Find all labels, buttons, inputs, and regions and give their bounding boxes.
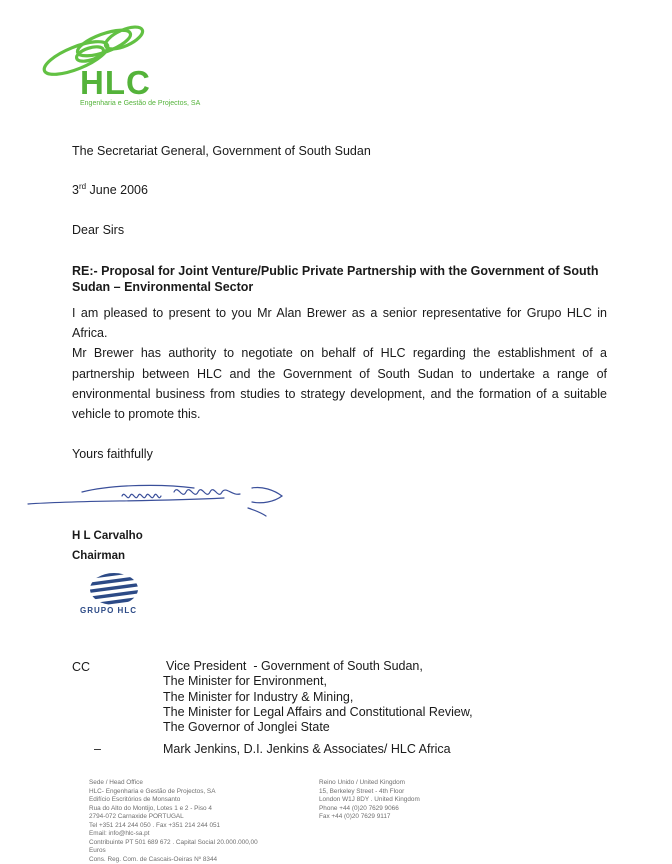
footer-line: Cons. Reg. Com. de Cascais-Oeiras Nº 8344 — [89, 855, 218, 863]
cc-recipient: The Minister for Industry & Mining, — [163, 689, 354, 704]
body-paragraph-1: I am pleased to present to you Mr Alan Brewer as a senior representative for Grupo HLC in Africa. — [72, 306, 607, 341]
hlc-logo-text: HLC — [80, 64, 151, 101]
signer-title: Chairman — [72, 550, 126, 562]
footer-line: Rua do Alto do Montijo, Lotes 1 e 2 - Piso 4 — [89, 804, 212, 812]
footer-line: Euros — [89, 847, 106, 854]
hlc-logo-subtitle: Engenharia e Gestão de Projectos, SA — [80, 100, 201, 107]
footer-line: Reino Unido / United Kingdom — [319, 779, 405, 786]
cc-dash: – — [94, 742, 101, 756]
footer-uk-office — [319, 779, 420, 822]
footer-line: 2794-072 Carnaxide PORTUGAL — [89, 813, 184, 820]
cc-recipient: The Minister for Environment, — [163, 674, 327, 689]
body-paragraph-2: Mr Brewer has authority to negotiate on behalf of HLC regarding the establishment of a partnership between HLC and the Government of South Sudan to undertake a range of environmental business from studies to strategy development, and the formation of a suitable vehicle to promote this. — [72, 346, 607, 422]
footer-line: Sede / Head Office — [89, 779, 143, 786]
handwritten-signature — [24, 478, 294, 518]
signer-name: H L Carvalho — [72, 530, 143, 542]
cc-recipients — [163, 659, 473, 735]
cc-recipient: The Governor of Jonglei State — [163, 720, 330, 735]
footer-line: 15, Berkeley Street - 4th Floor — [319, 787, 405, 795]
subject-line: RE:- Proposal for Joint Venture/Public Private Partnership with the Government of South Sudan – Environmental Sector — [72, 264, 599, 294]
grupo-hlc-logo-text: GRUPO HLC — [80, 606, 137, 615]
recipient-line: The Secretariat General, Government of South Sudan — [72, 144, 371, 158]
footer-line: HLC- Engenharia e Gestão de Projectos, SA — [89, 787, 216, 795]
salutation: Dear Sirs — [72, 223, 125, 237]
date-suffix: rd — [78, 181, 87, 191]
footer-head-office — [89, 779, 258, 864]
grupo-hlc-globe-icon — [88, 572, 140, 606]
letter-date — [72, 182, 148, 198]
footer-line: Email: info@hlc-sa.pt — [89, 830, 150, 837]
cc-label: CC — [72, 660, 91, 674]
cc-recipient: The Minister for Legal Affairs and Constitutional Review, — [163, 704, 473, 719]
footer-line: Fax +44 (0)20 7629 9117 — [319, 813, 391, 820]
footer-line: London W1J 8DY . United Kingdom — [319, 796, 420, 803]
footer-line: Tel +351 214 244 050 . Fax +351 214 244 051 — [89, 821, 221, 829]
footer-line: Phone +44 (0)20 7629 9066 — [319, 804, 399, 812]
cc-recipient: Vice President - Government of South Sudan, — [166, 659, 423, 673]
closing: Yours faithfully — [72, 447, 153, 461]
cc-additional-recipient: Mark Jenkins, D.I. Jenkins & Associates/ HLC Africa — [163, 742, 451, 756]
date-rest: June 2006 — [86, 183, 148, 197]
footer-line: Contribuinte PT 501 689 672 . Capital Social 20.000.000,00 — [89, 838, 258, 846]
date-day: 3 — [72, 183, 79, 197]
footer-line: Edifício Escritórios de Monsanto — [89, 796, 181, 803]
letter-body — [72, 303, 607, 424]
signer-block — [72, 526, 143, 566]
